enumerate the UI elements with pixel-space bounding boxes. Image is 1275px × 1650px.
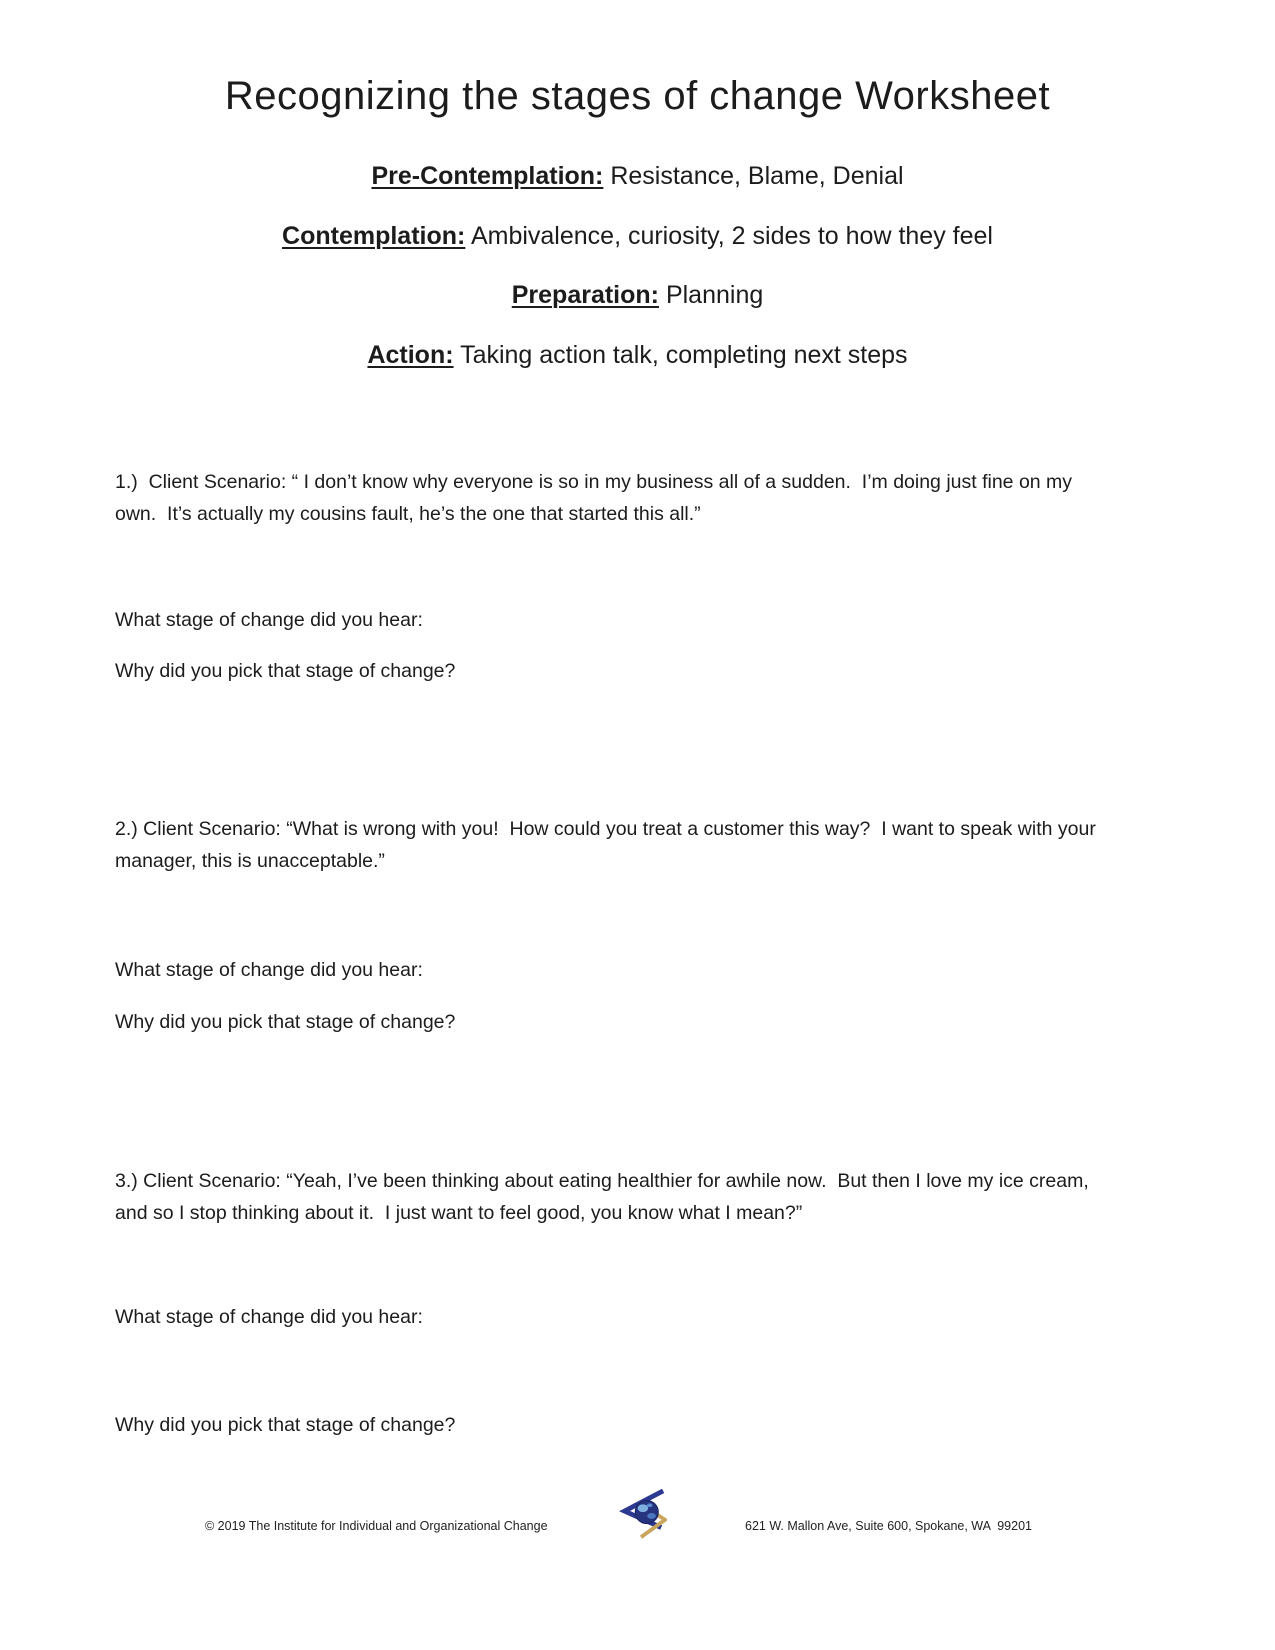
footer-copyright: © 2019 The Institute for Individual and Organizational Change bbox=[205, 1519, 548, 1533]
question-stage-heard: What stage of change did you hear: bbox=[115, 609, 423, 631]
question-stage-heard: What stage of change did you hear: bbox=[115, 1306, 423, 1328]
stage-line-preparation bbox=[0, 280, 1275, 310]
stage-label: Action: bbox=[367, 341, 454, 369]
institute-logo-icon bbox=[613, 1486, 667, 1542]
question-why-picked: Why did you pick that stage of change? bbox=[115, 1414, 456, 1436]
stage-label: Pre-Contemplation: bbox=[371, 162, 604, 190]
stage-description: Taking action talk, completing next steps bbox=[460, 341, 908, 369]
stage-description: Resistance, Blame, Denial bbox=[610, 162, 904, 190]
page-title: Recognizing the stages of change Worksheet bbox=[224, 74, 1051, 118]
stage-description: Planning bbox=[665, 281, 764, 309]
stage-line-action bbox=[0, 340, 1275, 370]
question-stage-heard: What stage of change did you hear: bbox=[115, 959, 423, 981]
stage-description: Ambivalence, curiosity, 2 sides to how they feel bbox=[470, 222, 993, 250]
stage-line-pre-contemplation bbox=[0, 161, 1275, 191]
stage-line-contemplation bbox=[0, 221, 1275, 251]
scenario-1-text: 1.) Client Scenario: “ I don’t know why everyone is so in my business all of a sudden. I’m doing just fine on my own. It’s actually my cousins fault, he’s the one that started this all.” bbox=[115, 471, 1078, 525]
footer-address: 621 W. Mallon Ave, Suite 600, Spokane, WA 99201 bbox=[745, 1519, 1032, 1533]
question-why-picked: Why did you pick that stage of change? bbox=[115, 660, 456, 682]
stage-label: Preparation: bbox=[511, 281, 659, 309]
question-why-picked: Why did you pick that stage of change? bbox=[115, 1011, 456, 1033]
scenario-2-text: 2.) Client Scenario: “What is wrong with you! How could you treat a customer this way? I want to speak with your manager, this is unacceptable.” bbox=[115, 818, 1102, 872]
stage-label: Contemplation: bbox=[282, 222, 466, 250]
scenario-3-text: 3.) Client Scenario: “Yeah, I’ve been thinking about eating healthier for awhile now. But then I love my ice cream, and so I stop thinking about it. I just want to feel good, you know what I mean?” bbox=[115, 1170, 1095, 1224]
